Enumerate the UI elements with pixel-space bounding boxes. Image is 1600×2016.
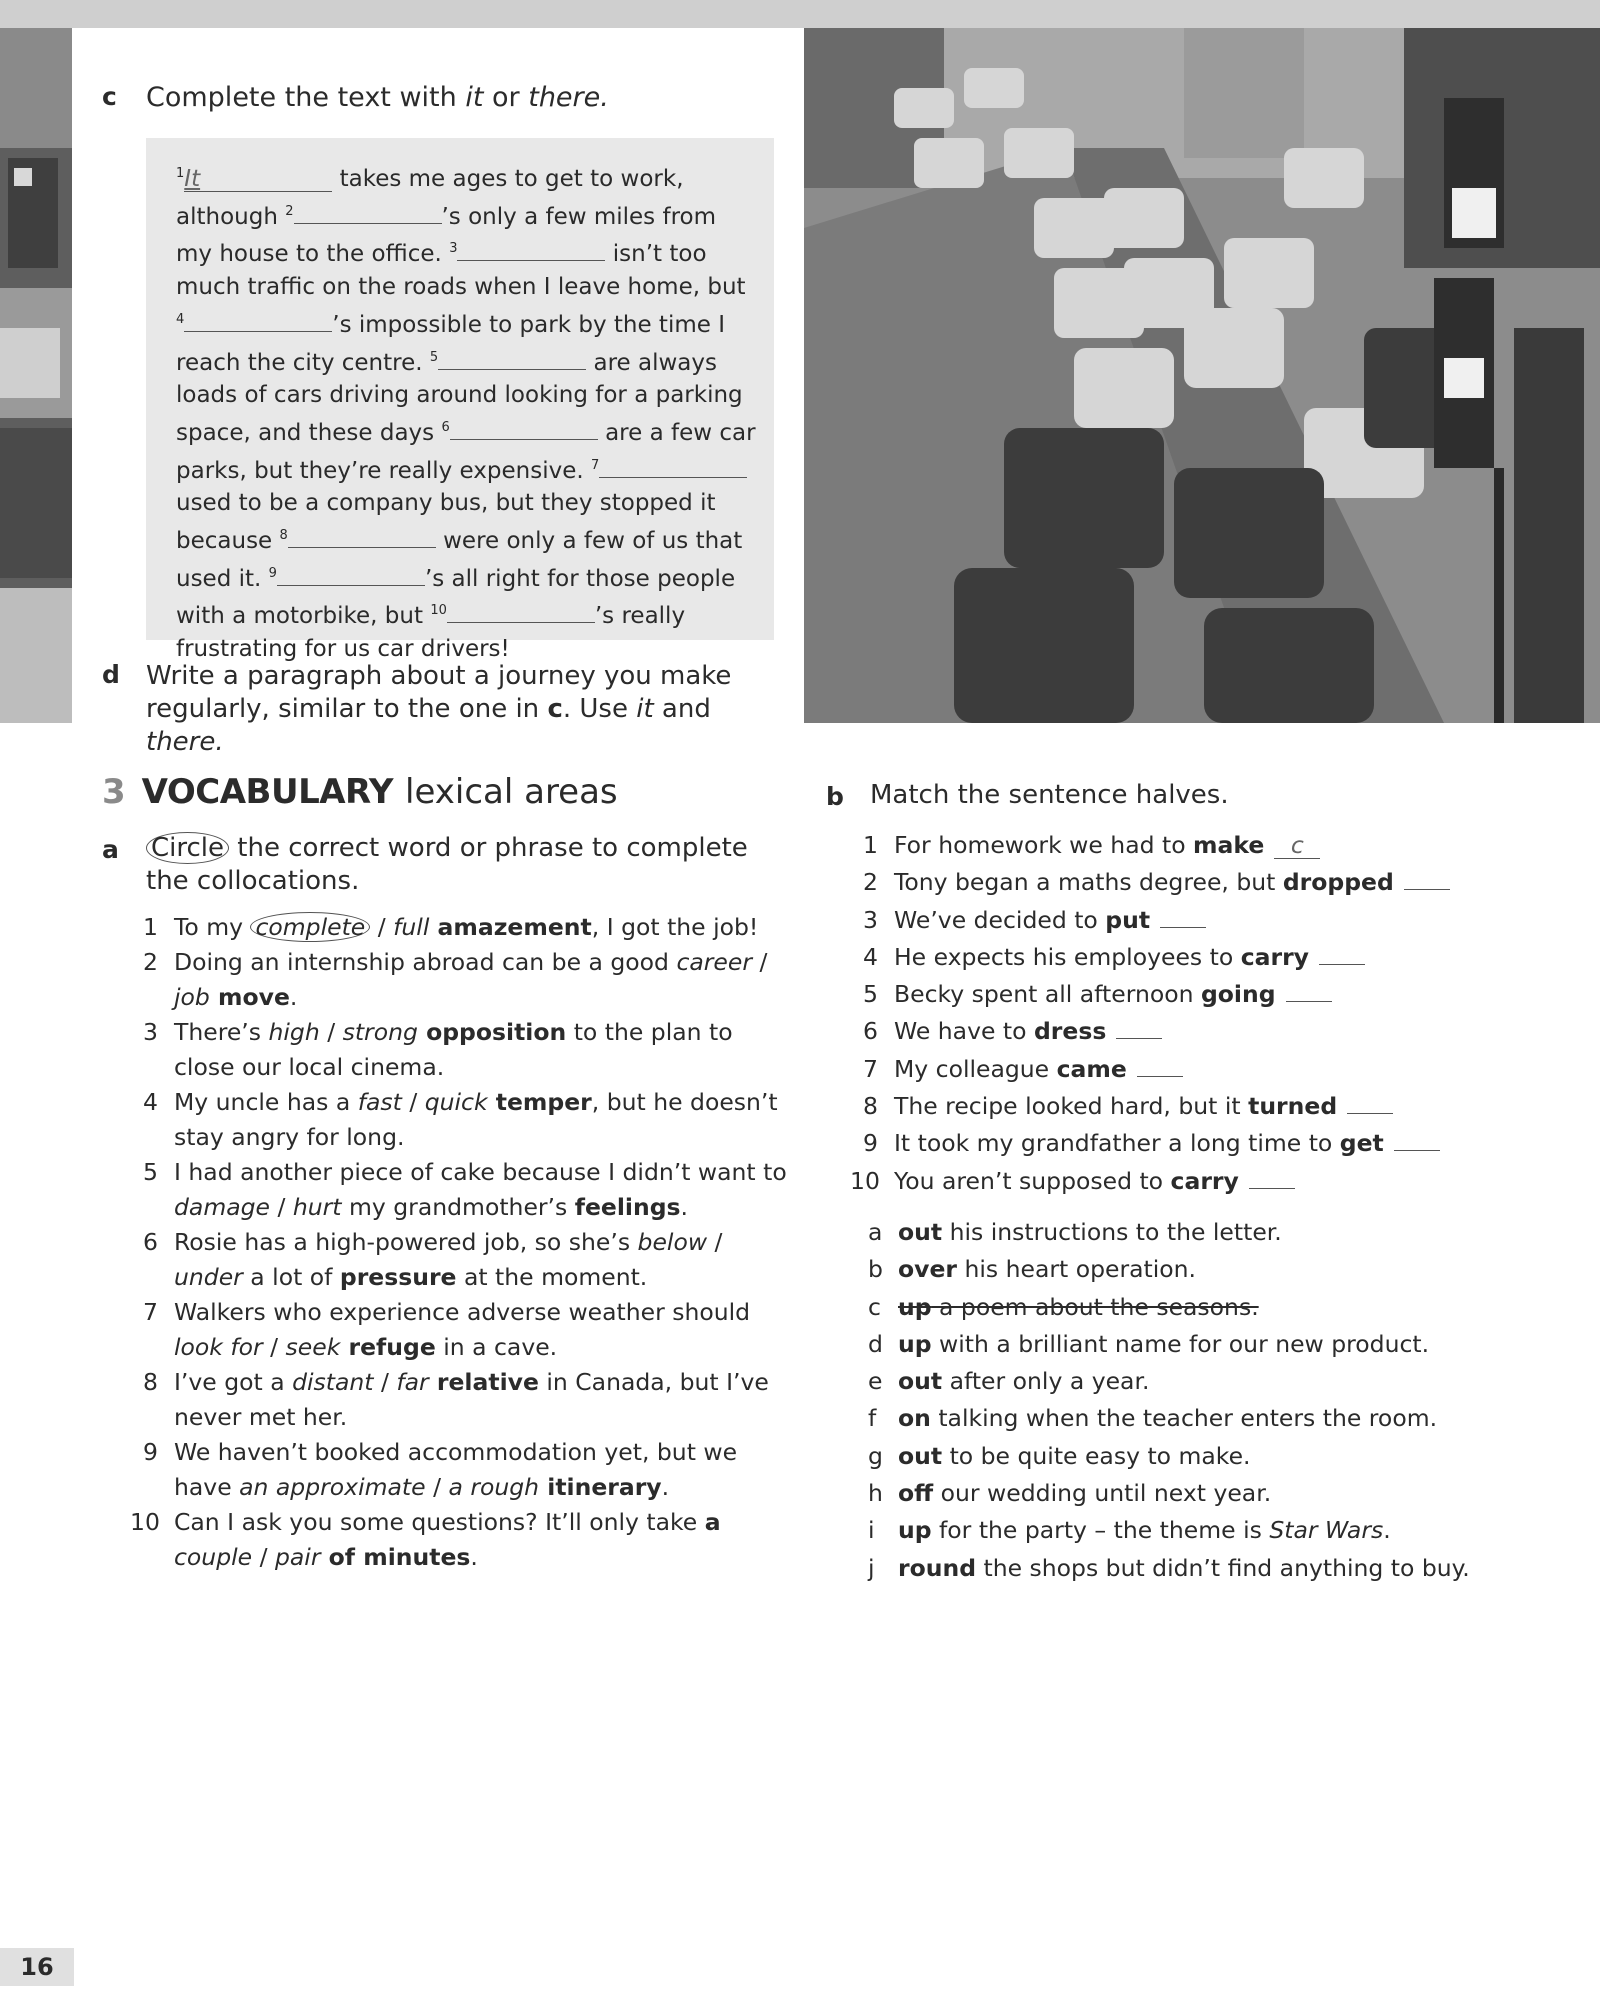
particle: out (898, 1367, 943, 1396)
item-number: 3 (143, 1018, 158, 1046)
item-number: 2 (143, 948, 158, 976)
exercise-b-instruction: Match the sentence halves. (870, 780, 1229, 810)
instruction-text: Write a paragraph about a journey you make regularly, similar to the one in (146, 661, 732, 724)
gap-5-blank[interactable] (438, 349, 586, 370)
item-text: after only a year. (942, 1367, 1150, 1396)
sentence-start (850, 1088, 1550, 1125)
option-2[interactable]: seek (285, 1333, 341, 1361)
collocation-noun: refuge (340, 1333, 436, 1361)
collocation-noun: amazement (429, 913, 592, 941)
item-letter: i (868, 1516, 875, 1545)
item-text: to be quite easy to make. (942, 1441, 1251, 1470)
option-separator: / (270, 1193, 293, 1221)
phrasal-verb: put (1105, 905, 1151, 934)
item-text (174, 1225, 790, 1295)
option-1[interactable]: couple (174, 1543, 253, 1571)
phrasal-verb: make (1193, 831, 1265, 859)
item-text-segment: . (661, 1473, 670, 1501)
option-1[interactable]: fast (357, 1088, 402, 1116)
sentence-ending (868, 1438, 1568, 1475)
sentence-start (850, 1013, 1550, 1050)
text-segment: were only a few of us that used it. (176, 528, 743, 592)
particle: round (898, 1553, 977, 1582)
item-text (174, 1015, 790, 1085)
item-number: 5 (863, 980, 878, 1009)
text-segment: are a few car parks, but they’re really expensive. (176, 419, 756, 484)
item-text: Tony began a maths degree, but (894, 868, 1283, 897)
answer-blank[interactable] (1347, 1095, 1393, 1114)
option-2[interactable]: job (174, 983, 210, 1011)
phrasal-verb: going (1200, 980, 1276, 1009)
sentence-ending (868, 1363, 1568, 1400)
exercise-a-instruction (146, 832, 776, 898)
sentence-start (850, 1125, 1550, 1162)
item-number: 4 (143, 1088, 158, 1116)
answer-blank[interactable] (1249, 1170, 1295, 1189)
keyword-it: it (465, 82, 484, 113)
sentence-start (850, 976, 1550, 1013)
item-text: We have to (894, 1017, 1034, 1046)
item-text-segment: at the moment. (456, 1263, 648, 1291)
option-separator: / (319, 1018, 343, 1046)
answer-blank[interactable] (1160, 909, 1206, 928)
item-text: for the party – the theme is (931, 1516, 1270, 1545)
text-segment: takes me ages to get to work, although (176, 166, 684, 230)
collocation-noun: opposition (417, 1018, 567, 1046)
item-number: 5 (143, 1158, 158, 1186)
sentence-ending (868, 1550, 1568, 1587)
particle: up (898, 1292, 932, 1321)
item-number: 1 (863, 831, 878, 859)
section-subtitle: lexical areas (405, 772, 618, 812)
exercise-reference: c (547, 694, 563, 724)
item-text (174, 1085, 790, 1155)
gap-fill-paragraph (176, 158, 756, 666)
phrasal-verb: carry (1240, 942, 1309, 971)
option-1[interactable]: below (637, 1228, 708, 1256)
list-item (130, 1505, 790, 1575)
option-2[interactable]: far (396, 1368, 429, 1396)
item-letter: e (868, 1367, 883, 1396)
answer-blank[interactable] (1137, 1058, 1183, 1077)
item-number: 7 (863, 1054, 878, 1083)
exercise-b-label: b (826, 782, 844, 811)
item-text-segment: My uncle has a (174, 1088, 358, 1116)
instruction-text: and (653, 694, 711, 724)
particle: up (898, 1329, 932, 1358)
text-segment: ’s impossible to park by the time I reach the city centre. (176, 311, 725, 376)
item-text-segment: We haven’t booked accommodation yet, but we have (174, 1438, 738, 1501)
item-text-segment: To my (174, 913, 251, 941)
option-2[interactable]: pair (274, 1543, 321, 1571)
gap-number: 4 (176, 311, 185, 327)
item-text (174, 1435, 790, 1505)
gap-number: 8 (279, 528, 288, 544)
option-2[interactable]: full (393, 913, 430, 941)
collocation-noun: move (209, 983, 290, 1011)
answer-blank[interactable] (1404, 871, 1450, 890)
exercise-a-list (130, 910, 790, 1575)
instruction-or: or (483, 82, 529, 113)
gap-4-blank[interactable] (184, 311, 332, 332)
item-letter: c (868, 1292, 881, 1321)
sentence-ending (868, 1475, 1568, 1512)
item-text-segment: to the plan to close our local cinema. (174, 1018, 733, 1081)
list-item (130, 1365, 790, 1435)
item-text-segment: in a cave. (435, 1333, 558, 1361)
keyword-there: there. (528, 82, 609, 113)
gap-9-blank[interactable] (277, 565, 425, 586)
list-item (130, 1015, 790, 1085)
sentence-start (850, 902, 1550, 939)
item-text: his instructions to the letter. (942, 1218, 1282, 1246)
item-text: You aren’t supposed to (894, 1166, 1171, 1195)
sentence-ending (868, 1251, 1568, 1288)
item-text: the shops but didn’t find anything to buy. (976, 1553, 1470, 1582)
item-number: 3 (863, 905, 878, 934)
item-number: 6 (143, 1228, 158, 1256)
item-text-segment: in Canada, but I’ve never met her. (174, 1368, 769, 1431)
item-letter: j (868, 1553, 875, 1582)
option-1[interactable]: an approximate (239, 1473, 426, 1501)
answer-blank[interactable] (1286, 983, 1332, 1002)
text-segment: ’s only a few miles from my house to the office. (176, 203, 716, 268)
gap-number: 7 (591, 457, 600, 473)
page-number: 16 (0, 1948, 74, 1986)
sentence-start (850, 827, 1550, 864)
sentence-starts-list (850, 827, 1550, 1200)
item-number: 1 (143, 913, 158, 941)
phrasal-verb: dropped (1282, 868, 1394, 897)
gap-number: 3 (449, 241, 458, 257)
item-text: a poem about the seasons. (931, 1292, 1259, 1321)
item-text: our wedding until next year. (933, 1479, 1272, 1508)
collocation-noun: temper (487, 1088, 592, 1116)
item-text-segment: Rosie has a high-powered job, so she’s (174, 1228, 638, 1256)
phrasal-verb: came (1056, 1054, 1127, 1083)
item-number: 9 (863, 1129, 878, 1158)
gap-6-blank[interactable] (450, 419, 598, 440)
list-item (130, 1225, 790, 1295)
item-letter: d (868, 1329, 883, 1358)
answer-blank[interactable]: c (1274, 834, 1320, 859)
list-item (130, 1435, 790, 1505)
item-letter: h (868, 1479, 883, 1508)
item-number: 8 (863, 1092, 878, 1121)
sentence-start (850, 1163, 1550, 1200)
item-text-segment: , but he doesn’t stay angry for long. (174, 1088, 778, 1151)
instruction-text: the correct word or phrase to complete the collocations. (146, 833, 748, 896)
option-2[interactable]: a rough (448, 1473, 540, 1501)
sentence-ending (868, 1400, 1568, 1437)
item-text: talking when the teacher enters the room. (930, 1404, 1438, 1433)
gap-2-blank[interactable] (294, 203, 442, 224)
option-1[interactable]: damage (174, 1193, 270, 1221)
sentence-ending (868, 1326, 1568, 1363)
item-text-segment: I’ve got a (174, 1368, 293, 1396)
gap-number: 6 (441, 419, 450, 435)
title-italic: Star Wars (1269, 1516, 1384, 1545)
list-item (130, 1155, 790, 1225)
item-letter: g (868, 1441, 883, 1470)
item-text (174, 1505, 790, 1575)
gap-7-blank[interactable] (599, 457, 747, 478)
item-number: 2 (863, 868, 878, 897)
item-text (174, 1155, 790, 1225)
section-number: 3 (102, 772, 126, 812)
item-text (174, 945, 790, 1015)
sentence-ending (868, 1289, 1568, 1326)
item-letter: f (868, 1404, 877, 1433)
item-text-segment: Walkers who experience adverse weather should (174, 1298, 751, 1326)
gap-1-answer[interactable]: It (184, 168, 332, 192)
item-number: 10 (850, 1166, 880, 1195)
item-text: Becky spent all afternoon (894, 980, 1201, 1009)
collocation-noun: itinerary (539, 1473, 662, 1501)
phrasal-verb: turned (1248, 1092, 1338, 1121)
circled-word: Circle (146, 832, 229, 864)
item-text-segment: my grandmother’s (341, 1193, 575, 1221)
item-text-segment: , I got the job! (591, 913, 759, 941)
option-1[interactable]: look for (174, 1333, 263, 1361)
particle: off (898, 1479, 934, 1508)
answer-blank[interactable] (1319, 946, 1365, 965)
sentence-start (850, 864, 1550, 901)
bold-word: a (704, 1508, 721, 1536)
item-text-segment: Doing an internship abroad can be a good (174, 948, 677, 976)
option-separator: / (262, 1333, 286, 1361)
particle: on (898, 1404, 931, 1433)
particle: over (898, 1255, 957, 1284)
option-separator: / (425, 1473, 449, 1501)
item-text: My colleague (894, 1054, 1057, 1083)
particle: out (898, 1218, 943, 1246)
exercise-d-instruction (146, 660, 786, 759)
gap-fill-text-box (146, 138, 774, 663)
collocation-noun: pressure (339, 1263, 457, 1291)
item-number: 7 (143, 1298, 158, 1326)
item-text: with a brilliant name for our new product. (931, 1329, 1430, 1358)
text-segment: used to be a company bus, but they stopped it because (176, 490, 716, 555)
particle: out (898, 1441, 943, 1470)
gap-8-blank[interactable] (288, 527, 436, 548)
item-number: 4 (863, 942, 878, 971)
exercise-d-label: d (102, 660, 120, 689)
gap-10-blank[interactable] (447, 602, 595, 623)
list-item (130, 1085, 790, 1155)
list-item (130, 910, 790, 945)
traffic-photo (804, 28, 1600, 723)
exercise-c-instruction (146, 82, 609, 113)
sentence-start (850, 939, 1550, 976)
option-1[interactable]: distant (292, 1368, 374, 1396)
gap-number: 2 (285, 203, 294, 219)
item-text: The recipe looked hard, but it (894, 1092, 1249, 1121)
item-text: . (1383, 1516, 1391, 1545)
item-text-segment: . (680, 1193, 688, 1221)
item-text: It took my grandfather a long time to (894, 1129, 1340, 1158)
item-text: We’ve decided to (894, 905, 1106, 934)
option-separator: / (752, 948, 768, 976)
sentence-ending (868, 1214, 1568, 1251)
collocation-noun: relative (428, 1368, 539, 1396)
list-item (130, 1295, 790, 1365)
item-letter: b (868, 1255, 883, 1284)
option-1[interactable]: high (268, 1018, 320, 1046)
section-title: VOCABULARY (141, 772, 393, 812)
item-text (174, 1295, 790, 1365)
item-text: He expects his employees to (894, 942, 1241, 971)
sentence-ending (868, 1512, 1568, 1549)
gap-number: 9 (268, 565, 277, 581)
answer-blank[interactable] (1394, 1132, 1440, 1151)
gap-number: 5 (429, 349, 439, 365)
item-letter: a (868, 1218, 883, 1246)
option-2[interactable]: under (174, 1263, 243, 1291)
text-segment: ’s really frustrating for us car drivers! (176, 603, 686, 663)
option-separator: / (707, 1228, 723, 1256)
option-separator: / (373, 1368, 397, 1396)
exercise-a-label: a (102, 835, 119, 864)
keyword-there: there. (146, 727, 224, 757)
option-separator: / (401, 1088, 425, 1116)
item-text-segment: a lot of (242, 1263, 340, 1291)
instruction-text: Complete the text with (146, 82, 466, 113)
gap-3-blank[interactable] (457, 240, 605, 261)
item-text-segment: There’s (174, 1018, 269, 1046)
top-band (0, 0, 1600, 28)
item-text (174, 1365, 790, 1435)
item-text: For homework we had to (894, 831, 1194, 859)
gap-number: 1 (176, 166, 185, 181)
option-1[interactable]: complete (250, 912, 370, 942)
item-text-segment: . (289, 983, 298, 1011)
item-number: 9 (143, 1438, 158, 1466)
option-1[interactable]: career (676, 948, 752, 976)
option-separator: / (370, 913, 394, 941)
list-item (130, 945, 790, 1015)
section-heading (102, 772, 618, 812)
item-number: 8 (143, 1368, 158, 1396)
answer-blank[interactable] (1116, 1020, 1162, 1039)
item-text-segment: Can I ask you some questions? It’ll only take (174, 1508, 705, 1536)
keyword-it: it (636, 694, 654, 724)
option-2[interactable]: hurt (292, 1193, 342, 1221)
option-2[interactable]: quick (424, 1088, 488, 1116)
phrasal-verb: get (1339, 1129, 1384, 1158)
option-separator: / (252, 1543, 275, 1571)
particle: up (898, 1516, 932, 1545)
item-number: 10 (130, 1508, 160, 1536)
phrasal-verb: carry (1170, 1166, 1239, 1195)
instruction-text: . Use (562, 694, 637, 724)
item-text-segment: . (470, 1543, 478, 1571)
sentence-endings-list (868, 1214, 1568, 1587)
option-2[interactable]: strong (342, 1018, 418, 1046)
text-segment: ’s all right for those people with a motorbike, but (176, 565, 736, 630)
item-text (174, 910, 790, 945)
collocation-noun: feelings (574, 1193, 681, 1221)
item-text: his heart operation. (957, 1255, 1197, 1284)
item-number: 6 (863, 1017, 878, 1046)
gap-number: 10 (430, 603, 447, 619)
phrasal-verb: dress (1033, 1017, 1107, 1046)
item-text-segment: I had another piece of cake because I didn’t want to (174, 1158, 787, 1186)
collocation-noun: of minutes (320, 1543, 471, 1571)
left-photo-strip (0, 28, 72, 723)
text-segment: are always loads of cars driving around looking for a parking space, and these days (176, 349, 743, 446)
text-segment: isn’t too much traffic on the roads when I leave home, but (176, 241, 746, 301)
exercise-c-label: c (102, 82, 117, 111)
sentence-start (850, 1051, 1550, 1088)
